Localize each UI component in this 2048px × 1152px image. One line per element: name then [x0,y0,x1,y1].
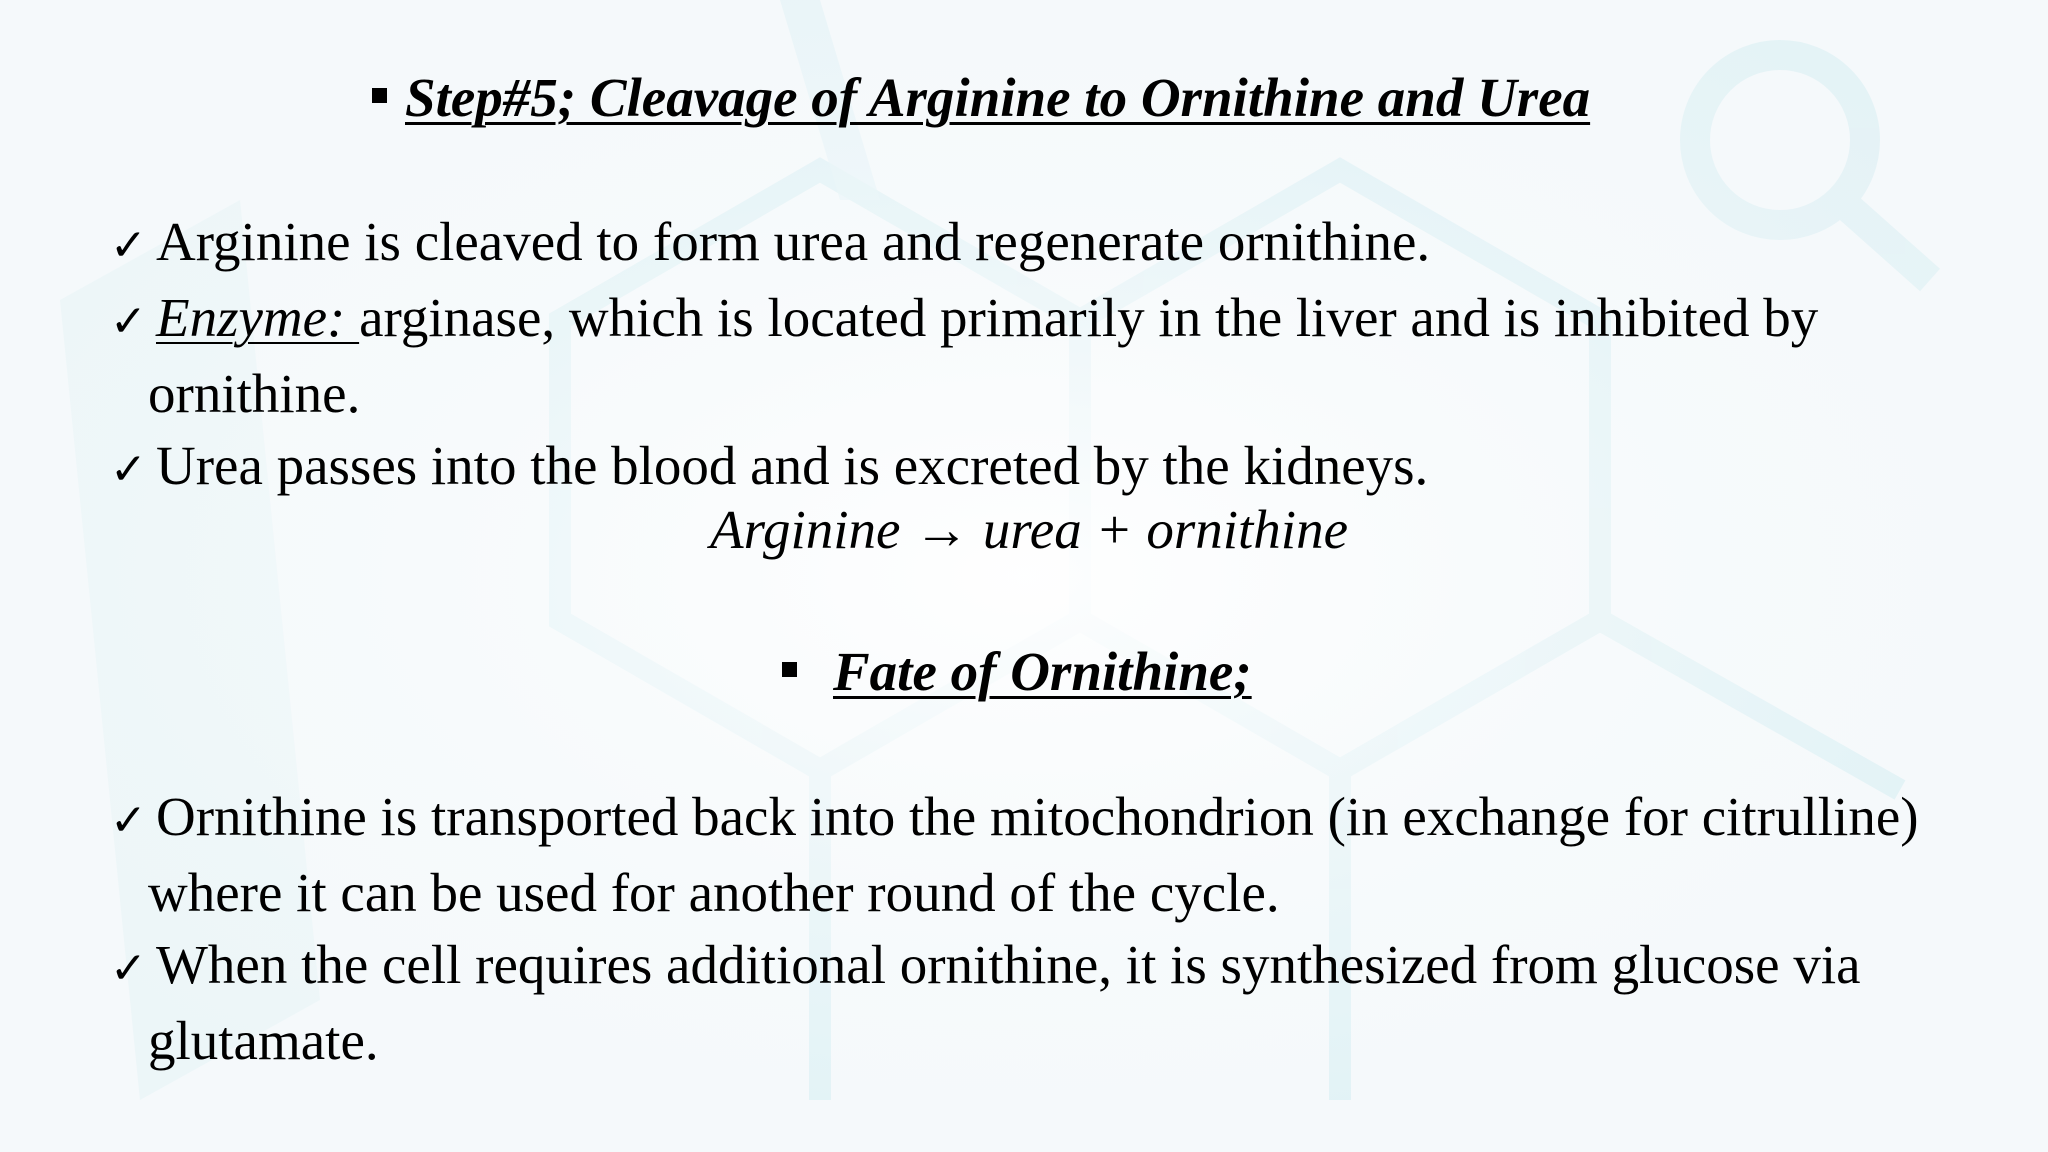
section-heading-fate [782,640,1252,704]
heading-text: Fate of Ornithine; [833,641,1252,702]
checkmark-icon: ✓ [110,943,147,994]
square-bullet-icon [372,88,387,103]
enzyme-label: Enzyme: [156,287,360,348]
heading-text: Step#5; Cleavage of Arginine to Ornithine and Urea [405,67,1591,128]
fate-bullet-list [110,781,1970,1077]
list-item [110,206,1970,282]
bullet-text: Urea passes into the blood and is excreted by the kidneys. [156,435,1429,496]
list-item [110,781,1970,929]
list-item [110,929,1970,1077]
checkmark-icon: ✓ [110,444,147,495]
checkmark-icon: ✓ [110,220,147,271]
section-heading-step5 [372,66,1590,130]
reaction-equation: Arginine → urea + ornithine [710,499,1348,560]
step5-bullet-list [110,206,1970,506]
checkmark-icon: ✓ [110,795,147,846]
bullet-text: Arginine is cleaved to form urea and regenerate ornithine. [156,211,1431,272]
bullet-text: Ornithine is transported back into the mitochondrion (in exchange for citrulline) where it can be used for another round of the cycle. [148,786,1919,923]
bullet-text: When the cell requires additional ornithine, it is synthesized from glucose via glutamate. [148,934,1861,1071]
bullet-text: arginase, which is located primarily in the liver and is inhibited by ornithine. [148,287,1819,424]
checkmark-icon: ✓ [110,296,147,347]
square-bullet-icon [782,662,797,677]
list-item [110,282,1970,430]
